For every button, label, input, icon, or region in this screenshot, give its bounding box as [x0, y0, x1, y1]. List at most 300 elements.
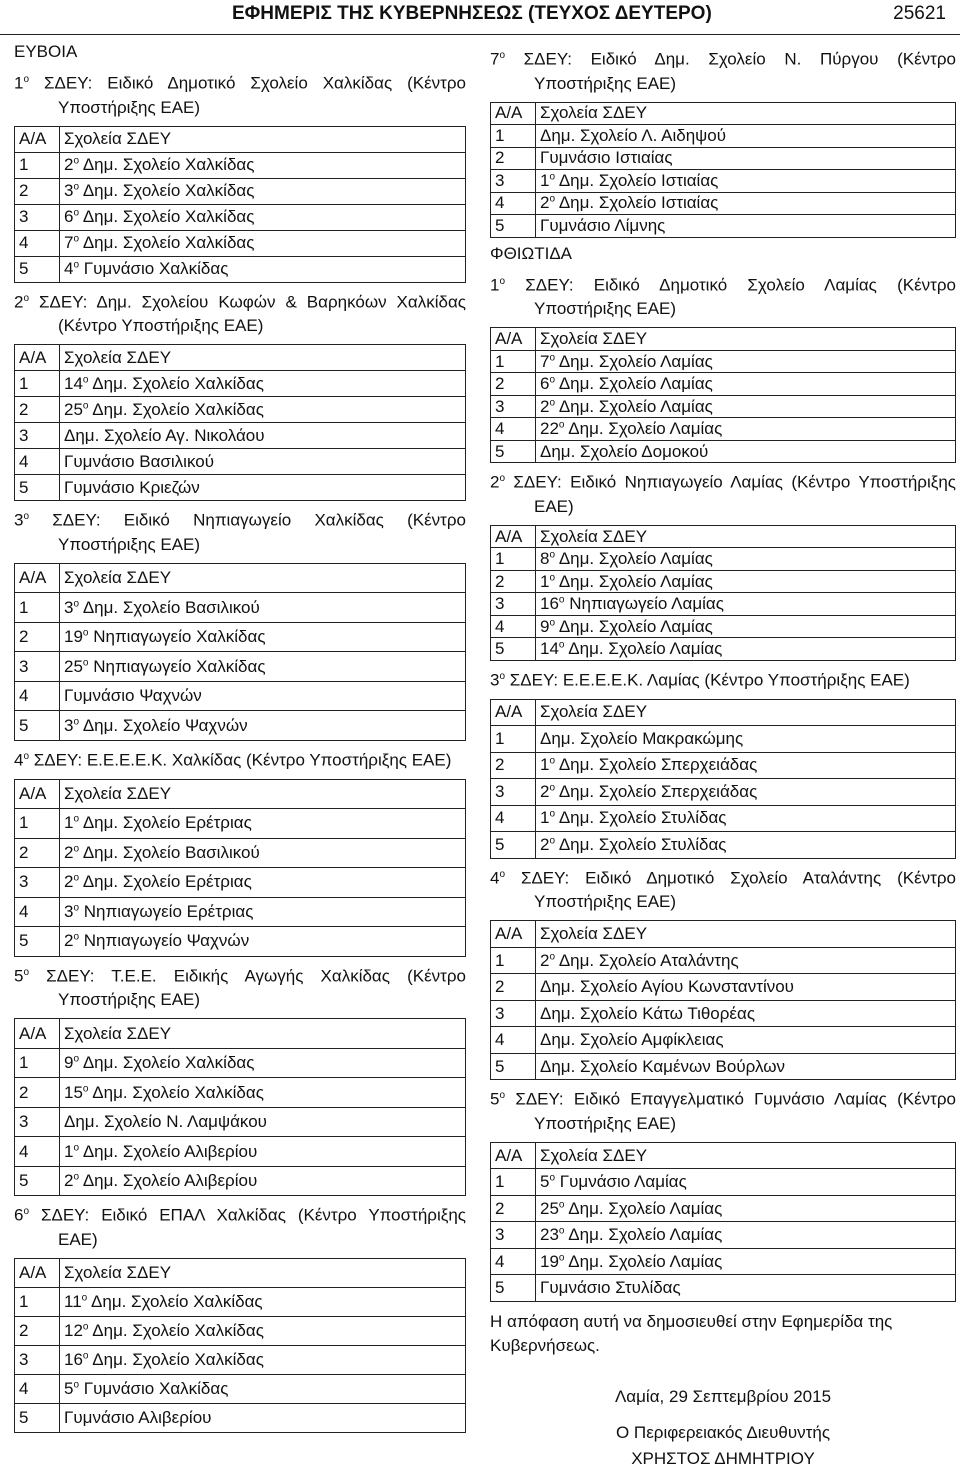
school-name-cell — [536, 350, 956, 373]
table-header-row — [15, 779, 466, 809]
table-row — [491, 615, 956, 638]
school-ordinal: 2 — [540, 396, 550, 416]
school-name: Δημ. Σχολείο Χαλκίδας — [87, 1291, 263, 1311]
school-name-cell — [60, 868, 466, 898]
section-title — [14, 505, 466, 557]
row-number: 5 — [491, 1275, 536, 1302]
school-name-cell — [536, 418, 956, 441]
school-ordinal-suffix: ο — [73, 843, 80, 855]
section-ordinal-suffix: ο — [499, 50, 506, 61]
school-ordinal-suffix: ο — [73, 1171, 80, 1183]
school-ordinal-suffix: ο — [549, 835, 556, 847]
school-name: Νηπιαγωγείο Λαμίας — [564, 594, 724, 614]
row-number: 2 — [15, 1316, 60, 1345]
row-number: 4 — [15, 230, 60, 256]
school-ordinal-suffix: ο — [73, 931, 80, 943]
col-header-aa: Α/Α — [15, 779, 60, 809]
school-name-cell — [60, 371, 466, 397]
school-ordinal-suffix: ο — [82, 627, 89, 639]
school-ordinal: 2 — [64, 155, 74, 175]
row-number: 5 — [491, 215, 536, 238]
school-name: Δημ. Σχολείο Αμφίκλειας — [540, 1030, 724, 1050]
school-name: Δημ. Σχολείο Χαλκίδας — [79, 207, 255, 227]
school-name: Δημ. Σχολείο Καμένων Βούρλων — [540, 1056, 785, 1076]
col-header-schools: Σχολεία ΣΔΕΥ — [536, 921, 956, 948]
school-name-cell — [536, 1248, 956, 1275]
table-row — [491, 832, 956, 859]
table-row — [15, 1374, 466, 1403]
school-name: Δημ. Σχολείο Ν. Λαμψάκου — [64, 1112, 267, 1132]
school-name: Γυμνάσιο Ιστιαίας — [540, 148, 673, 168]
school-name: Δημ. Σχολείο Χαλκίδας — [79, 1053, 255, 1073]
section-title-text: ΣΔΕΥ: Ειδικό Νηπιαγωγείο Λαμίας (Κέντρο Υποστήριξης ΕΑΕ) — [513, 472, 956, 516]
table-row — [15, 868, 466, 898]
school-ordinal-suffix: ο — [82, 374, 89, 386]
section-title-text: ΣΔΕΥ: Ειδικό Δημοτικό Σχολείο Λαμίας (Κέντρο Υποστήριξης ΕΑΕ) — [525, 275, 956, 319]
school-name-cell — [536, 832, 956, 859]
table-row — [491, 947, 956, 974]
school-name-cell — [536, 1000, 956, 1027]
table-row — [15, 1403, 466, 1432]
school-name: Δημ. Σχολείο Χαλκίδας — [88, 1082, 264, 1102]
school-name: Δημ. Σχολείο Δομοκού — [540, 441, 709, 461]
row-number: 1 — [491, 1169, 536, 1196]
col-header-aa: Α/Α — [491, 328, 536, 351]
school-table — [490, 1142, 956, 1302]
school-ordinal-suffix: ο — [549, 617, 556, 629]
table-row — [491, 752, 956, 779]
school-name-cell — [60, 1287, 466, 1316]
table-row — [491, 548, 956, 571]
section-title-text: ΣΔΕΥ: Ειδικό Δημοτικό Σχολείο Αταλάντης (Κέντρο Υποστήριξης ΕΑΕ) — [520, 868, 956, 912]
school-name: Δημ. Σχολείο Χαλκίδας — [79, 181, 255, 201]
school-name: Γυμνάσιο Χαλκίδας — [79, 1378, 229, 1398]
school-ordinal: 7 — [64, 233, 74, 253]
section-title — [490, 467, 956, 519]
school-ordinal: 3 — [64, 181, 74, 201]
school-ordinal: 9 — [540, 616, 550, 636]
col-header-schools: Σχολεία ΣΔΕΥ — [60, 126, 466, 152]
region-heading: ΕΥΒΟΙΑ — [14, 42, 78, 61]
school-name: Δημ. Σχολείο Λ. Αιδηψού — [540, 125, 727, 145]
section-ordinal: 1 — [490, 275, 500, 295]
row-number: 2 — [491, 147, 536, 170]
table-row — [491, 373, 956, 396]
row-number: 5 — [15, 1403, 60, 1432]
row-number: 5 — [491, 638, 536, 661]
school-name-cell — [60, 652, 466, 682]
school-ordinal: 6 — [540, 374, 550, 394]
table-row — [15, 1048, 466, 1078]
school-name: Δημ. Σχολείο Σπερχειάδας — [555, 755, 758, 775]
school-name: Δημ. Σχολείο Λαμίας — [555, 549, 713, 569]
table-row — [491, 170, 956, 193]
row-number: 2 — [491, 1195, 536, 1222]
section-ordinal-suffix: ο — [23, 966, 30, 978]
school-ordinal: 9 — [64, 1053, 74, 1073]
table-row — [491, 974, 956, 1001]
school-ordinal-suffix: ο — [549, 351, 556, 363]
col-header-schools: Σχολεία ΣΔΕΥ — [536, 1142, 956, 1169]
school-name-cell — [60, 423, 466, 449]
school-name-cell — [60, 897, 466, 927]
row-number: 1 — [15, 152, 60, 178]
school-ordinal: 1 — [64, 813, 74, 833]
school-name-cell — [60, 593, 466, 623]
section-ordinal: 1 — [14, 73, 24, 93]
school-name: Δημ. Σχολείο Λαμίας — [555, 616, 713, 636]
table-header-row — [15, 126, 466, 152]
row-number: 3 — [491, 170, 536, 193]
school-name: Νηπιαγωγείο Χαλκίδας — [88, 627, 266, 647]
row-number: 2 — [491, 570, 536, 593]
row-number: 3 — [15, 868, 60, 898]
school-name-cell — [536, 779, 956, 806]
school-ordinal-suffix: ο — [73, 872, 80, 884]
row-number: 2 — [15, 838, 60, 868]
row-number: 4 — [15, 449, 60, 475]
section-ordinal-suffix: ο — [499, 473, 506, 485]
section-ordinal-suffix: ο — [499, 868, 506, 880]
school-name: Δημ. Σχολείο Σπερχειάδας — [555, 781, 758, 801]
table-row — [491, 1169, 956, 1196]
school-ordinal-suffix: ο — [558, 1225, 565, 1237]
school-ordinal: 16 — [540, 594, 559, 614]
school-table — [14, 344, 466, 501]
school-name-cell — [536, 548, 956, 571]
school-ordinal: 2 — [64, 1171, 74, 1191]
school-name-cell — [60, 475, 466, 501]
row-number: 4 — [491, 1027, 536, 1054]
school-ordinal: 14 — [540, 639, 559, 659]
school-name-cell — [60, 1048, 466, 1078]
school-ordinal-suffix: ο — [73, 716, 80, 728]
section-ordinal-suffix: ο — [499, 275, 506, 287]
row-number: 3 — [15, 652, 60, 682]
table-row — [15, 838, 466, 868]
table-header-row — [491, 328, 956, 351]
table-row — [491, 147, 956, 170]
row-number: 2 — [15, 178, 60, 204]
col-header-aa: Α/Α — [15, 563, 60, 593]
school-ordinal-suffix: ο — [73, 155, 80, 167]
school-ordinal: 11 — [64, 1291, 82, 1311]
school-ordinal-suffix: ο — [82, 657, 89, 669]
school-ordinal: 2 — [540, 950, 550, 970]
school-ordinal: 23 — [540, 1225, 559, 1245]
row-number: 2 — [15, 397, 60, 423]
section-title — [490, 1084, 956, 1136]
school-ordinal-suffix: ο — [549, 572, 556, 584]
row-number: 1 — [491, 726, 536, 753]
left-column — [14, 40, 466, 1437]
school-name-cell — [536, 615, 956, 638]
school-ordinal: 12 — [64, 1320, 83, 1340]
col-header-aa: Α/Α — [491, 699, 536, 726]
row-number: 1 — [15, 1048, 60, 1078]
row-number: 3 — [15, 204, 60, 230]
school-ordinal: 7 — [540, 351, 550, 371]
page-number: 25621 — [893, 3, 946, 24]
col-header-aa: Α/Α — [15, 1019, 60, 1049]
school-name: Δημ. Σχολείο Λαμίας — [564, 1198, 723, 1218]
school-ordinal-suffix: ο — [73, 1053, 80, 1065]
col-header-aa: Α/Α — [15, 126, 60, 152]
signer-name: ΧΡΗΣΤΟΣ ΔΗΜΗΤΡΙΟΥ — [631, 1448, 815, 1468]
school-ordinal: 19 — [540, 1251, 559, 1271]
school-name-cell — [536, 1222, 956, 1249]
section-title — [14, 1200, 466, 1252]
school-name: Δημ. Σχολείο Λαμίας — [564, 419, 723, 439]
school-ordinal-suffix: ο — [558, 419, 565, 431]
school-name: Δημ. Σχολείο Χαλκίδας — [88, 399, 264, 419]
table-row — [15, 897, 466, 927]
school-name: Δημ. Σχολείο Ψαχνών — [79, 715, 248, 735]
school-ordinal-suffix: ο — [82, 1350, 89, 1362]
school-name: Δημ. Σχολείο Στυλίδας — [555, 834, 727, 854]
row-number: 5 — [15, 475, 60, 501]
school-name: Νηπιαγωγείο Ψαχνών — [79, 931, 250, 951]
row-number: 5 — [15, 1166, 60, 1196]
row-number: 3 — [491, 593, 536, 616]
col-header-aa: Α/Α — [491, 102, 536, 125]
school-ordinal: 2 — [64, 842, 74, 862]
school-name: Γυμνάσιο Λίμνης — [540, 215, 666, 235]
section-ordinal: 2 — [14, 292, 24, 312]
table-row — [15, 1166, 466, 1196]
school-name: Γυμνάσιο Στυλίδας — [540, 1278, 681, 1298]
row-number: 2 — [15, 1078, 60, 1108]
school-ordinal: 2 — [64, 931, 74, 951]
table-row — [491, 1275, 956, 1302]
table-row — [15, 711, 466, 741]
closing-text: Η απόφαση αυτή να δημοσιευθεί στην Εφημερίδα της Κυβερνήσεως. — [490, 1311, 893, 1355]
table-row — [15, 809, 466, 839]
school-name-cell — [60, 1107, 466, 1137]
row-number: 4 — [15, 897, 60, 927]
col-header-schools: Σχολεία ΣΔΕΥ — [536, 699, 956, 726]
school-name: Δημ. Σχολείο Βασιλικού — [79, 597, 260, 617]
table-row — [15, 652, 466, 682]
school-ordinal-suffix: ο — [81, 1292, 88, 1304]
school-ordinal: 3 — [64, 597, 74, 617]
row-number: 1 — [15, 593, 60, 623]
school-name: Δημ. Σχολείο Κάτω Τιθορέας — [540, 1003, 756, 1023]
table-row — [491, 593, 956, 616]
col-header-aa: Α/Α — [491, 525, 536, 548]
table-row — [491, 440, 956, 463]
row-number: 2 — [491, 752, 536, 779]
school-name-cell — [536, 440, 956, 463]
school-ordinal: 5 — [540, 1172, 550, 1192]
school-ordinal: 2 — [540, 781, 550, 801]
table-row — [15, 1316, 466, 1345]
table-header-row — [15, 563, 466, 593]
table-row — [491, 215, 956, 238]
table-row — [15, 681, 466, 711]
school-ordinal-suffix: ο — [549, 549, 556, 561]
school-name-cell — [536, 1169, 956, 1196]
row-number: 1 — [15, 371, 60, 397]
school-table — [14, 563, 466, 741]
school-ordinal: 3 — [64, 715, 74, 735]
col-header-aa: Α/Α — [15, 345, 60, 371]
table-row — [15, 178, 466, 204]
row-number: 2 — [491, 373, 536, 396]
school-name-cell — [536, 974, 956, 1001]
table-row — [491, 805, 956, 832]
section-title-text: ΣΔΕΥ: Τ.Ε.Ε. Ειδικής Αγωγής Χαλκίδας (Κέντρο Υποστήριξης ΕΑΕ) — [46, 966, 466, 1010]
school-name: Γυμνάσιο Χαλκίδας — [79, 259, 229, 279]
school-name-cell — [60, 230, 466, 256]
school-name: Δημ. Σχολείο Στυλίδας — [555, 808, 727, 828]
table-row — [15, 230, 466, 256]
school-ordinal-suffix: ο — [558, 594, 565, 606]
school-ordinal-suffix: ο — [549, 374, 556, 386]
table-row — [491, 638, 956, 661]
row-number: 3 — [491, 395, 536, 418]
section-title-text: ΣΔΕΥ: Ειδικό Δημοτικό Σχολείο Χαλκίδας (Κέντρο Υποστήριξης ΕΑΕ) — [43, 73, 466, 117]
school-ordinal-suffix: ο — [73, 1141, 80, 1153]
school-name: Δημ. Σχολείο Αγίου Κωνσταντίνου — [540, 977, 794, 997]
section-ordinal: 4 — [490, 868, 500, 888]
school-name-cell — [536, 170, 956, 193]
school-name: Δημ. Σχολείο Αγ. Νικολάου — [64, 425, 265, 445]
section-ordinal-suffix: ο — [23, 74, 30, 85]
school-name: Γυμνάσιο Κριεζών — [64, 477, 200, 497]
table-header-row — [15, 1258, 466, 1287]
row-number: 3 — [491, 779, 536, 806]
row-number: 4 — [15, 1137, 60, 1167]
section-title-text: ΣΔΕΥ: Ειδικό Δημ. Σχολείο Ν. Πύργου (Κέντρο Υποστήριξης ΕΑΕ) — [523, 49, 956, 93]
school-name: Δημ. Σχολείο Αλιβερίου — [79, 1171, 258, 1191]
row-number: 4 — [15, 681, 60, 711]
school-ordinal-suffix: ο — [549, 808, 556, 820]
row-number: 5 — [15, 927, 60, 957]
section-ordinal-suffix: ο — [23, 1206, 30, 1218]
table-row — [15, 371, 466, 397]
school-name-cell — [536, 215, 956, 238]
school-ordinal-suffix: ο — [549, 171, 556, 183]
table-row — [15, 1078, 466, 1108]
school-name-cell — [60, 449, 466, 475]
col-header-aa: Α/Α — [15, 1258, 60, 1287]
row-number: 4 — [491, 615, 536, 638]
row-number: 1 — [491, 125, 536, 148]
school-table — [490, 920, 956, 1080]
school-ordinal-suffix: ο — [73, 181, 80, 193]
table-row — [491, 1222, 956, 1249]
section-title-text: ΣΔΕΥ: Ε.Ε.Ε.Ε.Κ. Λαμίας (Κέντρο Υποστήριξης ΕΑΕ) — [509, 670, 910, 690]
school-name-cell — [536, 1195, 956, 1222]
table-row — [491, 726, 956, 753]
row-number: 2 — [491, 974, 536, 1001]
school-name-cell — [536, 1027, 956, 1054]
school-ordinal: 1 — [540, 170, 550, 190]
school-ordinal: 1 — [540, 808, 550, 828]
section-ordinal: 6 — [14, 1205, 24, 1225]
school-name-cell — [60, 178, 466, 204]
school-name-cell — [60, 927, 466, 957]
school-name-cell — [60, 1403, 466, 1432]
school-name-cell — [536, 373, 956, 396]
school-ordinal: 25 — [64, 656, 83, 676]
signer-role: Ο Περιφερειακός Διευθυντής — [615, 1422, 831, 1442]
school-name: Δημ. Σχολείο Λαμίας — [564, 1225, 723, 1245]
section-ordinal: 5 — [14, 966, 24, 986]
row-number: 5 — [491, 440, 536, 463]
col-header-schools: Σχολεία ΣΔΕΥ — [60, 1258, 466, 1287]
school-ordinal: 1 — [64, 1141, 74, 1161]
table-row — [15, 475, 466, 501]
row-number: 2 — [15, 622, 60, 652]
school-name: Δημ. Σχολείο Λαμίας — [564, 1251, 723, 1271]
col-header-schools: Σχολεία ΣΔΕΥ — [536, 328, 956, 351]
school-name-cell — [60, 1078, 466, 1108]
col-header-schools: Σχολεία ΣΔΕΥ — [60, 1019, 466, 1049]
table-row — [491, 1248, 956, 1275]
section-ordinal: 7 — [490, 49, 500, 69]
table-row — [491, 1027, 956, 1054]
school-ordinal: 3 — [64, 901, 74, 921]
school-ordinal-suffix: ο — [549, 396, 556, 408]
school-name: Δημ. Σχολείο Ιστιαίας — [555, 193, 719, 213]
school-name: Δημ. Σχολείο Ερέτριας — [79, 813, 252, 833]
school-name-cell — [536, 147, 956, 170]
school-name-cell — [60, 809, 466, 839]
table-header-row — [491, 699, 956, 726]
school-name: Δημ. Σχολείο Αλιβερίου — [79, 1141, 258, 1161]
table-row — [15, 449, 466, 475]
school-ordinal-suffix: ο — [82, 1321, 89, 1333]
col-header-schools: Σχολεία ΣΔΕΥ — [536, 525, 956, 548]
section-ordinal: 3 — [14, 510, 24, 530]
school-ordinal: 25 — [64, 399, 83, 419]
table-row — [491, 125, 956, 148]
school-ordinal-suffix: ο — [549, 950, 556, 962]
col-header-schools: Σχολεία ΣΔΕΥ — [536, 102, 956, 125]
school-ordinal: 8 — [540, 549, 550, 569]
school-name: Νηπιαγωγείο Ερέτριας — [79, 901, 254, 921]
table-header-row — [491, 921, 956, 948]
school-name-cell — [60, 838, 466, 868]
col-header-schools: Σχολεία ΣΔΕΥ — [60, 345, 466, 371]
school-ordinal: 2 — [540, 834, 550, 854]
school-name-cell — [536, 125, 956, 148]
row-number: 4 — [15, 1374, 60, 1403]
table-row — [491, 570, 956, 593]
school-ordinal: 15 — [64, 1082, 83, 1102]
school-ordinal: 22 — [540, 419, 559, 439]
school-name: Δημ. Σχολείο Χαλκίδας — [88, 1320, 264, 1340]
school-name-cell — [536, 192, 956, 215]
table-row — [15, 593, 466, 623]
table-row — [491, 1195, 956, 1222]
school-ordinal-suffix: ο — [82, 1082, 89, 1094]
section-title-text: ΣΔΕΥ: Ειδικό Επαγγελματικό Γυμνάσιο Λαμίας (Κέντρο Υποστήριξης ΕΑΕ) — [515, 1089, 956, 1133]
school-name: Νηπιαγωγείο Χαλκίδας — [88, 656, 266, 676]
school-name: Δημ. Σχολείο Χαλκίδας — [79, 155, 255, 175]
section-title-text: ΣΔΕΥ: Ειδικό ΕΠΑΛ Χαλκίδας (Κέντρο Υποστήριξης ΕΑΕ) — [40, 1205, 466, 1249]
table-row — [15, 927, 466, 957]
section-title — [14, 745, 466, 773]
school-name-cell — [60, 397, 466, 423]
school-name-cell — [60, 152, 466, 178]
school-name-cell — [536, 752, 956, 779]
table-header-row — [15, 1019, 466, 1049]
school-name: Γυμνάσιο Βασιλικού — [64, 451, 214, 471]
table-row — [15, 1137, 466, 1167]
